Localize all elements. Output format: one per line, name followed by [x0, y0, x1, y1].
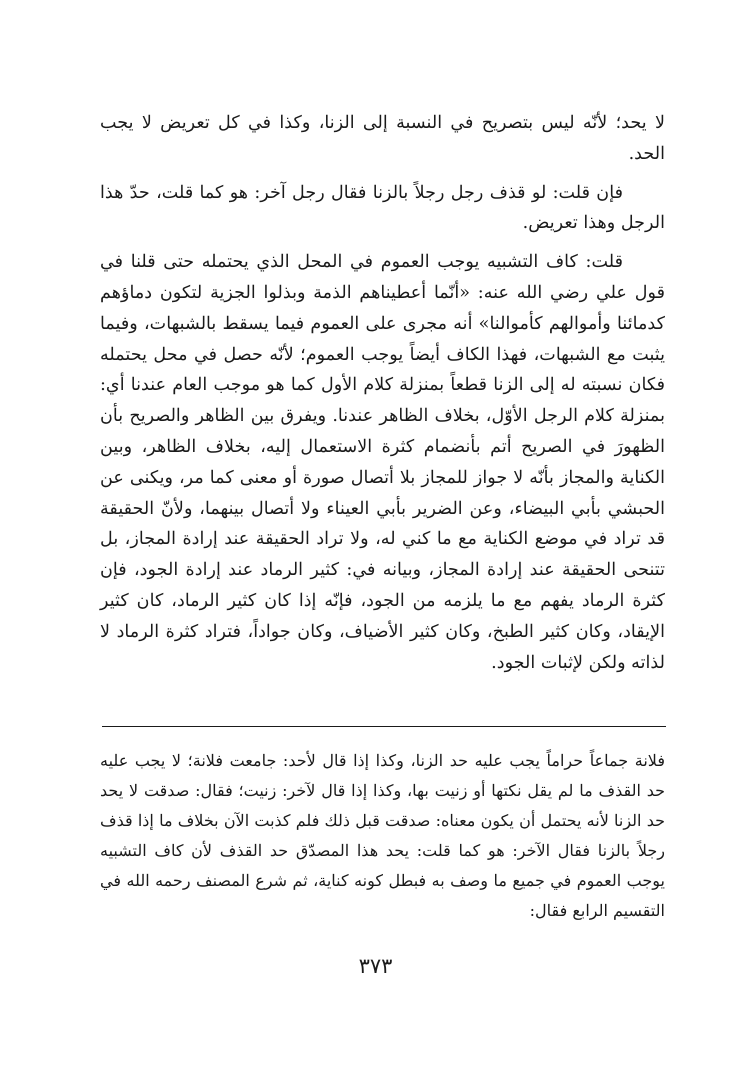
page-number: ٣٧٣: [358, 954, 393, 978]
paragraph-2: فإن قلت: لو قذف رجل رجلاً بالزنا فقال رجل آخر: هو كما قلت، حدّ هذا الرجل وهذا تعريض.: [100, 182, 665, 234]
footnote-divider: [102, 726, 666, 727]
footnote-paragraph: فلانة جماعاً حراماً يجب عليه حد الزنا، وكذا إذا قال لأحد: جامعت فلانة؛ لا يجب عليه حد القذف ما لم يقل نكتها أو زنيت بها، وكذا إذا قال لآخر: زنيت؛ فقال: صدقت لا يحد حد الزنا لأنه يحتمل أن يكون معناه: صدقت قبل ذلك فلم كذبت الآن بخلاف ما إذا قذف رجلاً بالزنا فقال الآخر: هو كما قلت: يحد هذا المصدّق حد القذف لأن كاف التشبيه يوجب العموم في جميع ما وصف به فبطل كونه كناية، ثم شرع المصنف رحمه الله في التقسيم الرابع فقال:: [100, 751, 666, 920]
paragraph-1: لا يحد؛ لأنّه ليس بتصريح في النسبة إلى الزنا، وكذا في كل تعريض لا يجب الحد.: [100, 113, 665, 164]
paragraph-3: قلت: كاف التشبيه يوجب العموم في المحل الذي يحتمله حتى قلنا في قول علي رضي الله عنه: «أنّما أعطيناهم الذمة وبذلوا الجزية لتكون دماؤهم كدمائنا وأموالهم كأموالنا» أنه مجرى على العموم فيما يسقط بالشبهات، وفيما يثبت مع الشبهات، فهذا الكاف أيضاً يوجب العموم؛ لأنّه حصل في محل يحتمله فكان نسبته له إلى الزنا قطعاً بمنزلة كلام الأول كما هو موجب العام عندنا أي: بمنزلة كلام الرجل الأوّل، بخلاف الظاهر عندنا. ويفرق بين الظاهر والصريح بأن الظهورَ في الصريح أتم بأنضمام كثرة الاستعمال إليه، بخلاف الظاهر، وبين الكناية والمجاز بأنّه لا جواز للمجاز بلا أتصال صورة أو معنى كما مر، ويكنى عن الحبشي بأبي البيضاء، وعن الضرير بأبي العيناء ولا أتصال بينهما، ولأنّ الحقيقة قد تراد في موضع الكناية مع ما كني له، ولا تراد الحقيقة عند إرادة المجاز، بل تتنحى الحقيقة عند إرادة المجاز، وبيانه في: كثير الرماد عند إرادة الجود، فإن كثرة الرماد يفهم مع ما يلزمه من الجود، فإنّه إذا كان كثير الرماد، كان كثير الإيقاد، وكان كثير الطبخ، وكان كثير الأضياف، وكان جواداً، فتراد كثرة الرماد لا لذاته ولكن لإثبات الجود.: [100, 252, 665, 673]
footnote-block: [100, 746, 665, 926]
main-text-block: [100, 108, 665, 678]
